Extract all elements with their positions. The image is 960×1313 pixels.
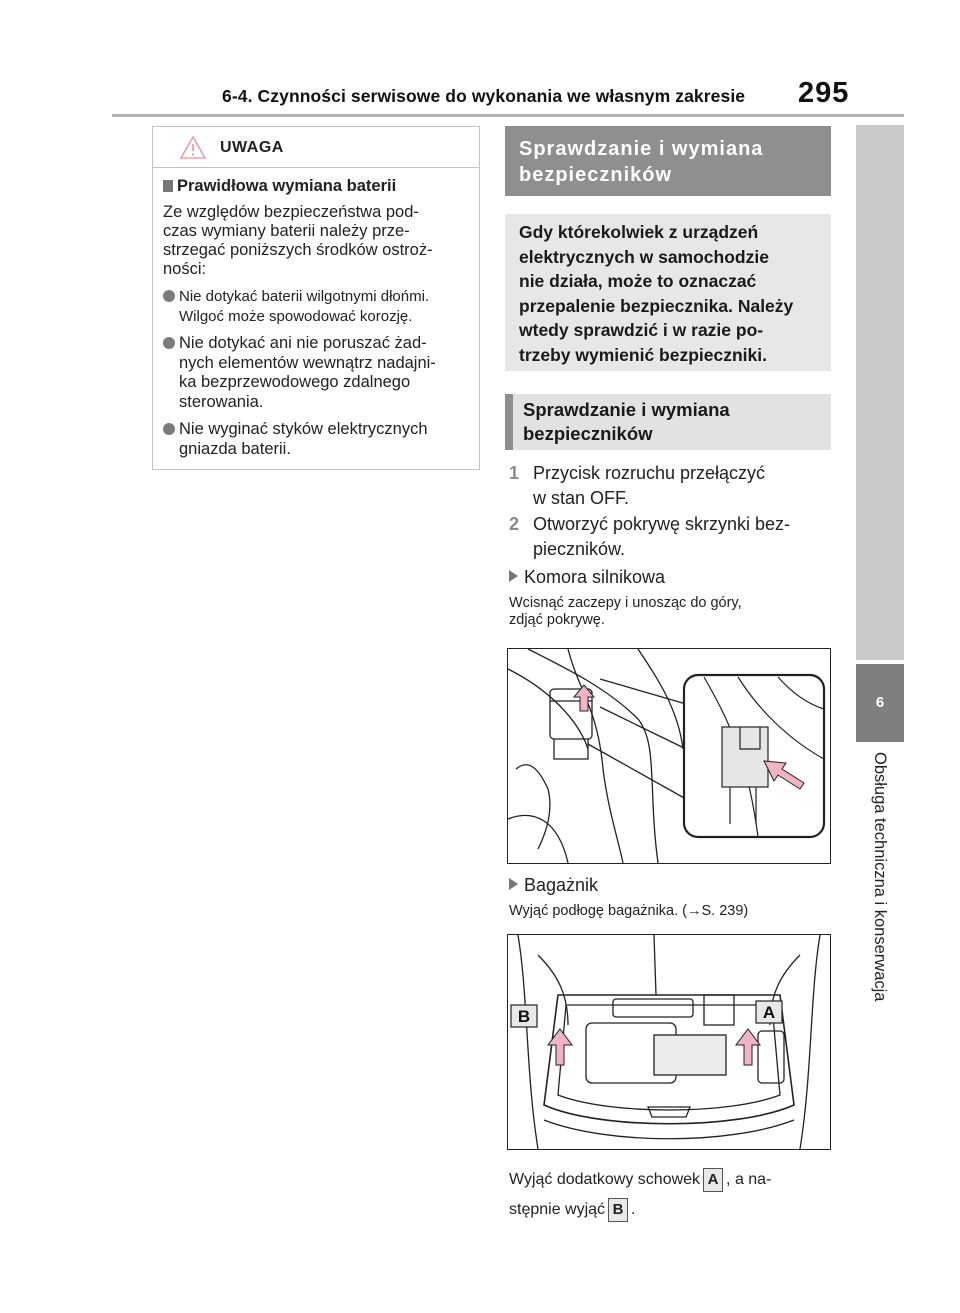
engine-note: Wcisnąć zaczepy i unosząc do góry, zdjąć pokrywę. [509,595,742,628]
final-text-2: , a na- [726,1171,772,1188]
trunk-note-prefix: Wyjąć podłogę bagażnika. ( [509,903,688,919]
final-text-4: . [631,1201,636,1218]
subsection-bar [505,394,513,450]
warning-bullet [163,420,475,459]
engine-label-text: Komora silnikowa [524,567,666,587]
warning-subtitle-text: Prawidłowa wymiana baterii [177,177,397,195]
subsection-title [505,394,831,450]
bullet-dot-icon [163,290,175,302]
step-number: 1 [509,463,520,483]
square-bullet-icon [163,180,173,192]
step-item [509,512,829,562]
main-section-title [505,126,831,196]
trunk-note [509,903,829,920]
trunk-fuse-box-illustration [507,934,831,1150]
bullet-dot-icon [163,337,175,349]
warning-bullet-text: Nie wyginać styków elektrycznych gniazda baterii. [179,420,428,458]
step-text: Przycisk rozruchu przełączyć w stan OFF. [533,463,766,508]
callout-a-label: A [762,1003,776,1022]
key-b-badge: B [608,1198,628,1222]
warning-title: UWAGA [220,139,284,156]
warning-subtitle [163,177,396,196]
arrow-right-icon [509,878,518,890]
engine-illustration-svg [508,649,830,863]
bullet-dot-icon [163,423,175,435]
warning-bullet-text: Nie dotykać baterii wilgotnymi dłońmi. Wilgoć może spowodować korozję. [179,288,430,325]
trunk-illustration-svg [508,935,830,1149]
intro-box [505,214,831,371]
engine-compartment-label [509,566,665,588]
final-text-3: stępnie wyjąć [509,1201,606,1218]
trunk-note-ref: S. 239) [701,903,749,919]
final-instruction [509,1165,829,1225]
warning-header [153,127,479,168]
main-section-title-text: Sprawdzanie i wymiana bezpieczników [519,138,764,186]
callout-b-label: B [517,1007,531,1026]
side-tab-upper [856,125,904,660]
warning-icon [179,135,207,160]
trunk-label [509,874,598,896]
final-text-1: Wyjąć dodatkowy schowek [509,1171,701,1188]
warning-box [152,126,480,470]
chapter-number: 6 [856,664,904,742]
step-number: 2 [509,514,520,534]
key-a-badge: A [703,1168,723,1192]
warning-bullet [163,287,475,326]
trunk-note-arrow: → [687,903,702,919]
section-header-title: 6-4. Czynności serwisowe do wykonania we własnym zakresie [222,86,746,106]
arrow-right-icon [509,570,518,582]
trunk-label-text: Bagażnik [524,875,599,895]
intro-text: Gdy którekolwiek z urządzeń elektrycznych w samochodzie nie działa, może to oznaczać przepalenie bezpiecznika. Należy wtedy sprawdzić i w razie po- trzeby wymienić bezpieczniki. [519,222,794,365]
engine-fuse-box-illustration [507,648,831,864]
page-number: 295 [798,77,850,109]
warning-bullet [163,334,475,412]
chapter-title: Obsługa techniczna i konserwacja [871,752,889,1002]
warning-bullet-text: Nie dotykać ani nie poruszać żad- nych elementów wewnątrz nadajni- ka bezprzewodowego zdalnego sterowania. [179,334,436,411]
warning-intro: Ze względów bezpieczeństwa pod- czas wymiany baterii należy prze- strzegać poniższych środków ostroż- ności: [163,203,433,278]
step-text: Otworzyć pokrywę skrzynki bez- pieczników. [533,514,791,559]
step-item [509,461,829,511]
header-divider [112,114,904,117]
subsection-title-text: Sprawdzanie i wymiana bezpieczników [523,399,730,444]
